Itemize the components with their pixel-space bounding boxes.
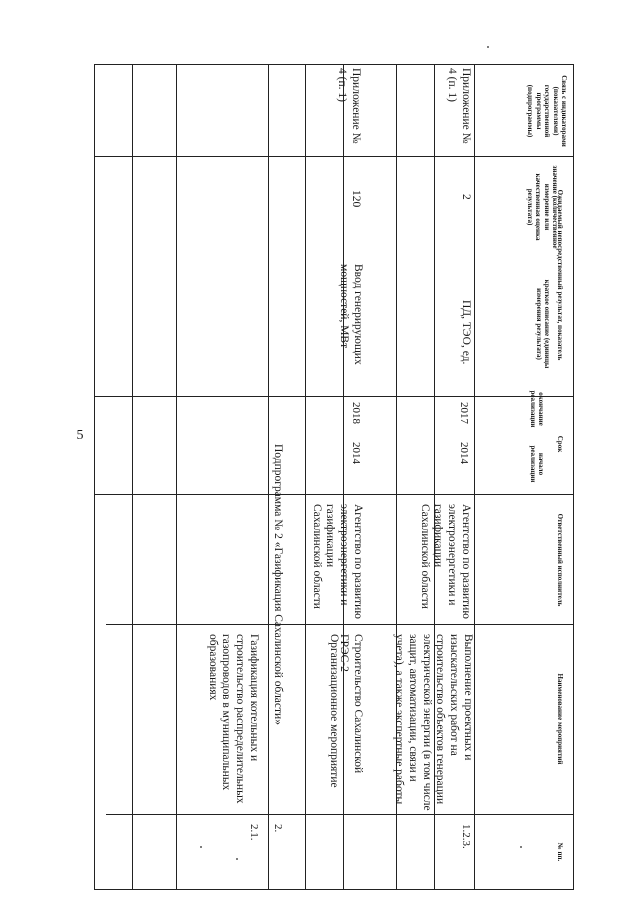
row-resp: Агентство по развитию электроэнергетики и газификации Сахалинской области [418, 504, 472, 619]
page-number: 5 [76, 428, 84, 443]
scan-speck [487, 46, 489, 48]
row-num: 1.2.3. [460, 824, 472, 849]
row-name: Газификация котельных и строительство распределительных газопроводов в муниципальных образованиях [206, 634, 260, 804]
row-desc: Ввод генерирующих мощностей, МВт [338, 264, 364, 365]
row-start: 2014 [350, 442, 362, 464]
header-col-name: Наименование мероприятий [556, 673, 564, 765]
row-num: 2. [272, 824, 284, 833]
row-value: 120 [350, 190, 362, 208]
header-col-link: Связь с индикаторами (показателями) государственной программы (подпрограммы) [526, 75, 568, 147]
header-col-end: окончание реализации [528, 390, 545, 428]
row-value: 2 [460, 194, 472, 200]
row-name: Строительство Сахалинской ГРЭС-2 [338, 634, 364, 774]
row-end: 2017 [458, 402, 470, 424]
header-col-num: № пп. [556, 842, 564, 862]
row-resp: Агентство по развитию электроэнергетики и газификации Сахалинской области [310, 504, 364, 619]
row-end: 2018 [350, 402, 362, 424]
header-col-term: Срок [556, 435, 564, 453]
header-col-start: начало реализации [528, 445, 545, 483]
scan-speck [236, 858, 238, 860]
header-col-resp: Ответственный исполнитель [556, 513, 564, 607]
header-col-result: Ожидаемый непосредственный результат, показатель [556, 189, 564, 361]
row-start: 2014 [458, 442, 470, 464]
scan-speck [200, 846, 202, 848]
measures-table [94, 64, 574, 890]
row-link: Приложение № 4 (п. 1) [336, 68, 362, 144]
scan-speck [520, 846, 522, 848]
header-col-value: значение (количественное измерение или качественная оценка результата) [525, 165, 559, 249]
row-name: Выполнение проектных и изыскательских работ на строительство объектов генерации электрической энергии (в том числе защит, автоматизации, связи и учета), а также экспертные работы [393, 634, 474, 811]
row-num: 2.1. [248, 824, 260, 841]
row-desc: ПД, ТЭО, ед. [460, 300, 472, 365]
row-link: Приложение № 4 (п. 1) [446, 68, 472, 144]
row-name: Организационное мероприятие [328, 634, 340, 788]
header-col-desc: краткое описание (единицы измерения результата) [534, 279, 551, 369]
row-name: Подпрограмма № 2 «Газификация Сахалинской области» [272, 444, 284, 725]
